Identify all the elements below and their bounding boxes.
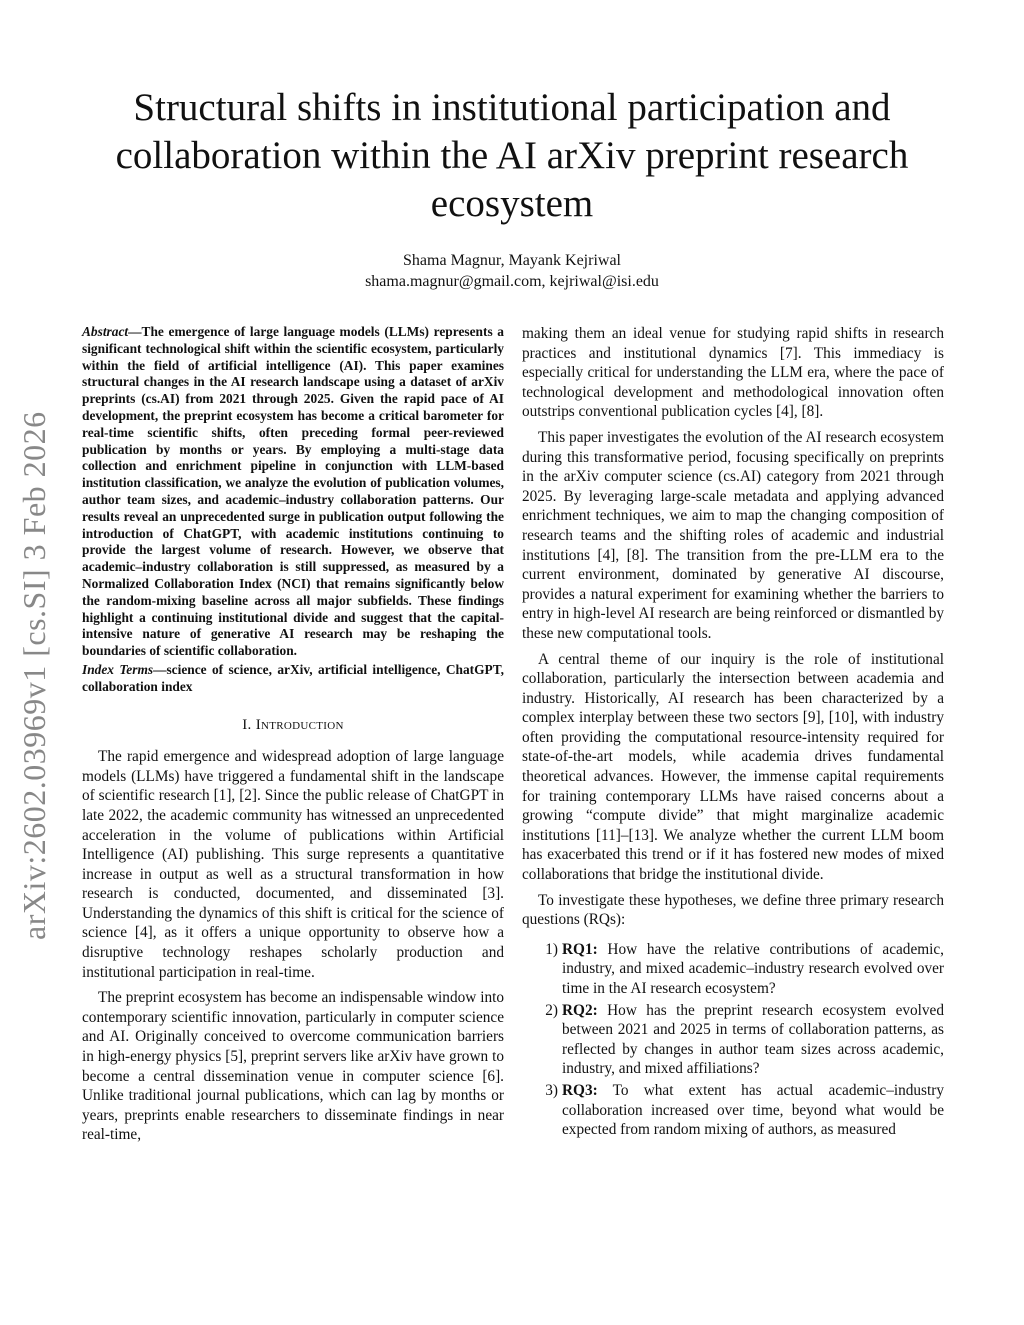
rq-label: RQ1: [562,940,598,958]
left-column [82,324,504,1145]
right-column [522,324,944,1142]
body-paragraph: The preprint ecosystem has become an indispensable window into contemporary scientific innovation, particularly in computer science and AI. Originally conceived to overcome communication barriers in high-energy physics [5], preprint servers like arXiv have grown to become a central dissemination venue in computer science [6]. Unlike traditional journal publications, which can lag by months or years, preprints enable researchers to disseminate findings in near real-time, [82,989,504,1144]
list-item-number: 2) [545,1001,558,1019]
author-emails: shama.magnur@gmail.com, kejriwal@isi.edu [365,273,659,290]
index-terms-label: Index Terms [82,661,154,677]
list-item [522,1001,944,1079]
rq-text: How has the preprint research ecosystem evolved between 2021 and 2025 in terms of collaboration patterns, as reflected by changes in author team sizes across academic, industry, and mixed affiliations? [562,1001,944,1078]
body-paragraph: The rapid emergence and widespread adoption of large language models (LLMs) have triggered a fundamental shift in the landscape of scientific research [1], [2]. Since the public release of ChatGPT in late 2022, the academic community has witnessed an unprecedented acceleration in the volume of publications within Artificial Intelligence (AI) publishing. This surge represents a quantitative increase in output as well as a structural transformation in how research is conducted, documented, and disseminated [3]. Understanding the dynamics of this shift is critical for the science of science [4], as it offers a unique opportunity to observe how a disruptive technology reshapes scholarly production and institutional participation in real-time. [82,748,504,981]
arxiv-side-identifier: arXiv:2602.03969v1 [cs.SI] 3 Feb 2026 [16,411,52,940]
list-item-number: 3) [545,1081,558,1099]
body-paragraph: This paper investigates the evolution of the AI research ecosystem during this transformative period, focusing specifically on preprints in the arXiv computer science (cs.AI) category from 2021 through 2025. By leveraging large-scale metadata and applying advanced enrichment techniques, we aim to map the changing composition of research teams and the shifting roles of academic and industrial institutions [4], [8]. The transition from the pre-LLM era to the current environment, dominated by generative AI discourse, provides a natural experiment for examining whether the barriers to entry in high-level AI research are being reinforced or dismantled by these new computational tools. [522,428,944,642]
abstract [82,324,504,660]
body-paragraph: To investigate these hypotheses, we define three primary research questions (RQs): [522,891,944,929]
abstract-text: —The emergence of large language models (LLMs) represents a significant technological shift within the scientific ecosystem, particularly within the field of artificial intelligence (AI). This paper examines structural changes in the AI research landscape using a dataset of arXiv preprints (cs.AI) from 2021 through 2025. Given the rapid pace of AI development, the preprint ecosystem has become a critical barometer for real-time scientific shifts, often preceding formal peer-reviewed publication by months or years. By employing a multi-stage data collection and enrichment pipeline in conjunction with LLM-based institution classification, we analyze the evolution of publication volumes, author team sizes, and academic–industry collaboration patterns. Our results reveal an unprecedented surge in publication output following the introduction of ChatGPT, with academic institutions continuing to provide the largest volume of research. However, we observe that academic–industry collaboration is still suppressed, as measured by a Normalized Collaboration Index (NCI) that remains significantly below the random-mixing baseline across all major subfields. These findings highlight a continuing institutional divide and suggest that the capital-intensive nature of generative AI research may be reshaping the boundaries of scientific collaboration. [82,324,504,659]
body-paragraph: making them an ideal venue for studying rapid shifts in research practices and institutional dynamics [7]. This immediacy is especially critical for understanding the LLM era, where the pace of technological development and methodological innovation often outstrips conventional publication cycles [4], [8]. [522,325,944,421]
list-item-number: 1) [545,940,558,958]
rq-text: How have the relative contributions of academic, industry, and mixed academic–industry research evolved over time in the AI research ecosystem? [562,940,944,997]
list-item [522,940,944,999]
rq-text: To what extent has actual academic–industry collaboration increased over time, beyond what would be expected from random mixing of authors, as measured [562,1081,944,1139]
body-paragraph: A central theme of our inquiry is the role of institutional collaboration, particularly the intersection between academia and industry. Historically, AI research has been characterized by a complex interplay between these two sectors [9], [10], with industry often providing the computational resource-intensity required for state-of-the-art models, while academia drives fundamental theoretical advances. However, the immense capital requirements for training contemporary LLMs have raised concerns about a growing “compute divide” that might marginalize academic institutions [11]–[13]. We analyze whether the current LLM boom has exacerbated this trend or if it has fostered new modes of mixed collaborations that bridge the institutional divide. [522,650,944,884]
index-terms [82,662,504,696]
rq-label: RQ3: [562,1081,598,1099]
abstract-label: Abstract [82,324,129,339]
author-names: Shama Magnur, Mayank Kejriwal [403,252,621,269]
rq-label: RQ2: [562,1001,598,1019]
list-item-body [562,940,944,999]
section-number: I. [242,716,252,733]
index-terms-text: —science of science, arXiv, artificial intelligence, ChatGPT, collaboration index [82,661,504,694]
list-item-body [562,1001,944,1079]
author-block [80,250,944,292]
research-questions-list [522,940,944,1140]
section-title: Introduction [255,716,344,733]
list-item [522,1081,944,1140]
section-heading [82,716,504,736]
paper-title: Structural shifts in institutional participation and collaboration within the AI arXiv preprint research ecosystem [115,86,909,225]
list-item-body [562,1081,944,1140]
